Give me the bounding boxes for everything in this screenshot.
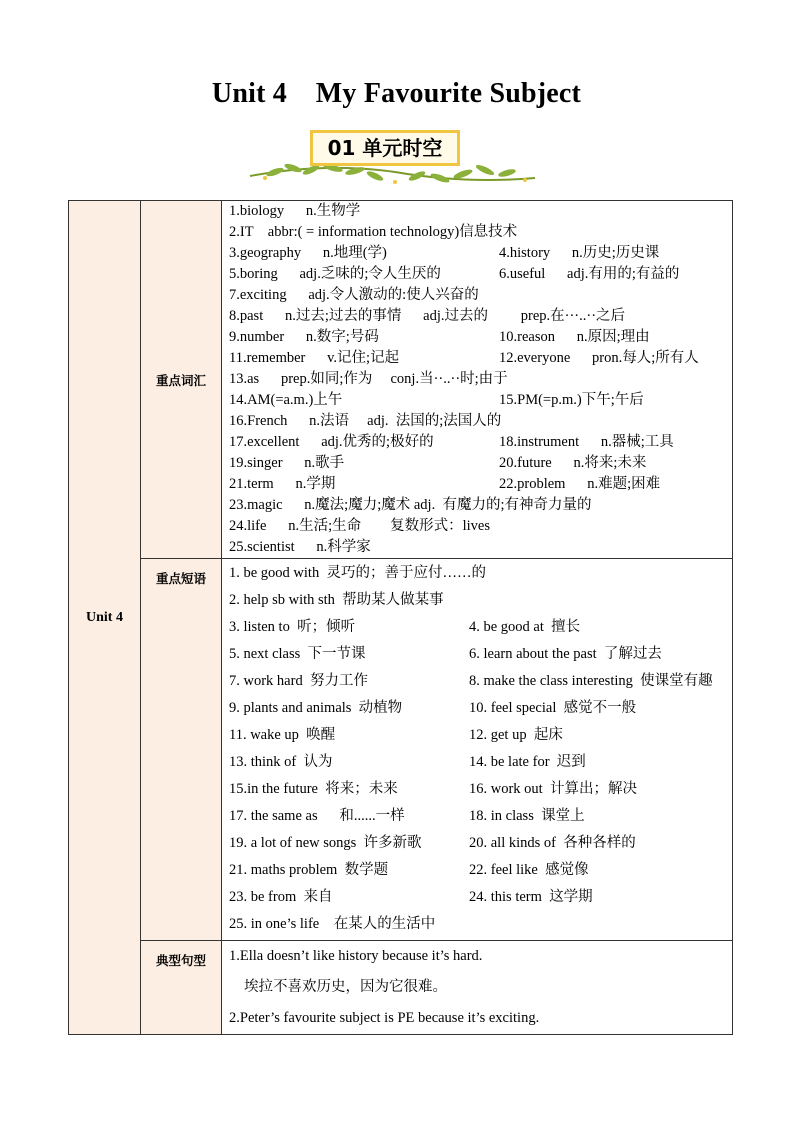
vocabulary-row — [222, 369, 732, 390]
phrase-row — [222, 560, 732, 587]
phrase-entry: 20. all kinds of 各种各样的 — [469, 835, 636, 851]
vocabulary-row — [222, 243, 732, 264]
unit-cell: Unit 4 — [69, 201, 141, 1035]
vocabulary-entry: 18.instrument n.器械;工具 — [499, 434, 674, 450]
vocabulary-entry: 12.everyone pron.每人;所有人 — [499, 350, 699, 366]
vocabulary-entry: 25.scientist n.科学家 — [229, 539, 371, 555]
vocabulary-entry: 20.future n.将来;未来 — [499, 455, 647, 471]
phrase-entry: 24. this term 这学期 — [469, 889, 593, 905]
phrase-row — [222, 857, 732, 884]
sentence-line: 2.Peter’s favourite subject is PE because it’s exciting. — [229, 1010, 540, 1026]
phrase-entry: 16. work out 计算出；解决 — [469, 781, 637, 797]
phrase-entry: 5. next class 下一节课 — [229, 646, 366, 662]
vocabulary-entry: 3.geography n.地理(学) — [229, 245, 387, 261]
phrases-content — [222, 559, 733, 941]
phrase-row — [222, 641, 732, 668]
phrase-row — [222, 803, 732, 830]
phrase-row — [222, 749, 732, 776]
vocabulary-row — [222, 306, 732, 327]
vocabulary-row — [222, 201, 732, 222]
vocabulary-entry: 23.magic n.魔法;魔力;魔术 adj. 有魔力的;有神奇力量的 — [229, 497, 592, 513]
vocabulary-row — [222, 285, 732, 306]
phrase-row — [222, 884, 732, 911]
phrase-entry: 18. in class 课堂上 — [469, 808, 585, 824]
vocabulary-entry: 7.exciting adj.令人激动的:使人兴奋的 — [229, 287, 479, 303]
vocabulary-entry: 1.biology n.生物学 — [229, 203, 361, 219]
vocabulary-row — [222, 264, 732, 285]
phrase-entry: 11. wake up 唤醒 — [229, 727, 336, 743]
vocabulary-entry: 14.AM(=a.m.)上午 — [229, 392, 343, 408]
vocabulary-list — [222, 201, 732, 558]
phrase-entry: 14. be late for 迟到 — [469, 754, 586, 770]
vocabulary-entry: 16.French n.法语 adj. 法国的;法国人的 — [229, 413, 502, 429]
phrase-entry: 21. maths problem 数学题 — [229, 862, 389, 878]
vocabulary-content — [222, 201, 733, 559]
vocabulary-entry: 11.remember v.记住;记起 — [229, 350, 400, 366]
phrase-row — [222, 722, 732, 749]
vocabulary-row — [222, 348, 732, 369]
unit-table — [68, 200, 733, 1035]
vocabulary-row — [222, 432, 732, 453]
page-title: Unit 4 My Favourite Subject — [211, 78, 582, 109]
phrase-entry: 17. the same as 和......一样 — [229, 808, 405, 824]
phrase-entry: 8. make the class interesting 使课堂有趣 — [469, 673, 713, 689]
vocabulary-entry: 22.problem n.难题;困难 — [499, 476, 661, 492]
vocabulary-entry: 2.IT abbr:( = information technology)信息技术 — [229, 224, 518, 240]
phrase-entry: 19. a lot of new songs 许多新歌 — [229, 835, 422, 851]
phrase-entry: 6. learn about the past 了解过去 — [469, 646, 662, 662]
vocabulary-row — [222, 453, 732, 474]
sentences-label-cell: 典型句型 — [141, 941, 222, 1035]
sentences-content — [222, 941, 733, 1035]
vocabulary-entry: 5.boring adj.乏味的;令人生厌的 — [229, 266, 441, 282]
vocabulary-entry: 8.past n.过去;过去的事情 adj.过去的 — [229, 308, 488, 324]
phrase-entry: 23. be from 来自 — [229, 889, 333, 905]
phrase-entry: 3. listen to 听；倾听 — [229, 619, 356, 635]
phrase-row — [222, 830, 732, 857]
vocabulary-row — [222, 222, 732, 243]
vocabulary-row — [222, 411, 732, 432]
vocabulary-entry: 10.reason n.原因;理由 — [499, 329, 650, 345]
sentence-translation: 埃拉不喜欢历史，因为它很难。 — [244, 979, 447, 995]
phrase-row — [222, 668, 732, 695]
vocabulary-entry: 4.history n.历史;历史课 — [499, 245, 660, 261]
section-label: 01 单元时空 — [310, 130, 460, 166]
vocabulary-entry: 15.PM(=p.m.)下午;午后 — [499, 392, 644, 408]
section-banner — [245, 126, 540, 188]
phrase-entry: 1. be good with 灵巧的；善于应付……的 — [229, 565, 486, 581]
vocabulary-row — [222, 474, 732, 495]
phrase-entry: 22. feel like 感觉像 — [469, 862, 589, 878]
phrase-entry: 10. feel special 感觉不一般 — [469, 700, 637, 716]
vocabulary-entry: prep.在···..··之后 — [499, 308, 626, 324]
phrase-entry: 9. plants and animals 动植物 — [229, 700, 403, 716]
vocabulary-entry: 21.term n.学期 — [229, 476, 336, 492]
phrase-entry: 15.in the future 将来；未来 — [229, 781, 398, 797]
vocabulary-row — [222, 327, 732, 348]
sentence-line: 1.Ella doesn’t like history because it’s hard. — [229, 948, 483, 964]
phrase-row — [222, 587, 732, 614]
vocabulary-row — [222, 495, 732, 516]
vocabulary-label-cell: 重点词汇 — [141, 201, 222, 559]
phrase-entry: 7. work hard 努力工作 — [229, 673, 368, 689]
phrase-entry: 25. in one’s life 在某人的生活中 — [229, 916, 436, 932]
vocabulary-entry: 24.life n.生活;生命 复数形式：lives — [229, 518, 490, 534]
vocabulary-entry: 9.number n.数字;号码 — [229, 329, 379, 345]
phrase-row — [222, 776, 732, 803]
phrase-entry: 4. be good at 擅长 — [469, 619, 581, 635]
phrase-entry: 12. get up 起床 — [469, 727, 563, 743]
vocabulary-row — [222, 516, 732, 537]
phrases-label-cell: 重点短语 — [141, 559, 222, 941]
phrase-row — [222, 911, 732, 938]
vocabulary-entry: 17.excellent adj.优秀的;极好的 — [229, 434, 434, 450]
phrase-row — [222, 695, 732, 722]
vocabulary-entry: 19.singer n.歌手 — [229, 455, 345, 471]
vocabulary-entry: 6.useful adj.有用的;有益的 — [499, 266, 680, 282]
phrases-list — [222, 559, 732, 940]
vocabulary-row — [222, 390, 732, 411]
phrase-row — [222, 614, 732, 641]
phrase-entry: 13. think of 认为 — [229, 754, 333, 770]
vocabulary-entry: 13.as prep.如同;作为 conj.当··..··时;由于 — [229, 371, 508, 387]
vocabulary-row — [222, 537, 732, 558]
phrase-entry: 2. help sb with sth 帮助某人做某事 — [229, 592, 444, 608]
